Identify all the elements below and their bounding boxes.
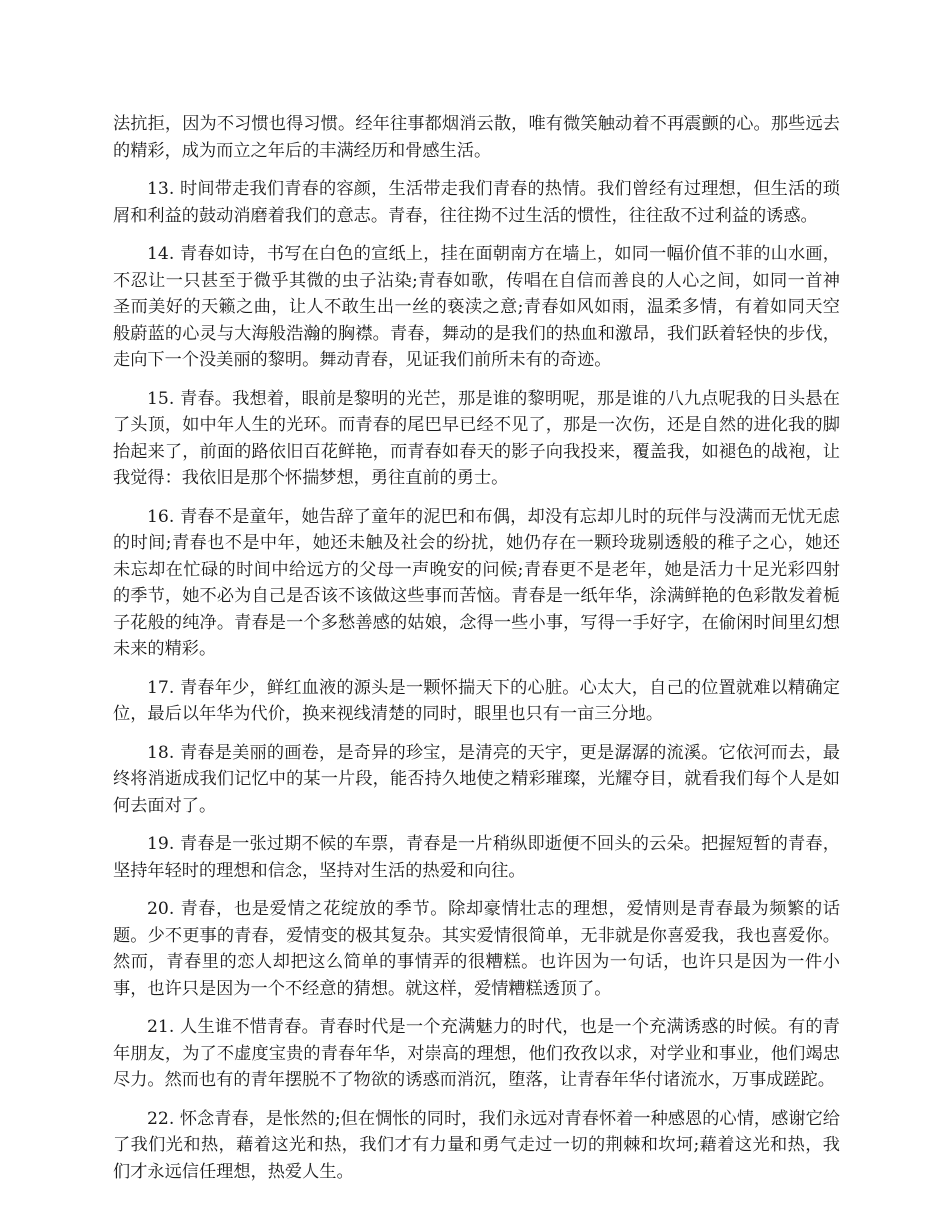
paragraph-continued: 法抗拒，因为不习惯也得习惯。经年往事都烟消云散，唯有微笑触动着不再震颤的心。那些远去的精彩，成为而立之年后的丰满经历和骨感生活。 (113, 114, 840, 161)
paragraph-15: 15. 青春。我想着，眼前是黎明的光芒，那是谁的黎明呢，那是谁的八九点呢我的日头悬在了头顶，如中年人生的光环。而青春的尾巴早已经不见了，那是一次伤，还是自然的进化我的脚抬起来了，前面的路依旧百花鲜艳，而青春如春天的影子向我投来，覆盖我，如褪色的战袍，让我觉得：我依旧是那个怀揣梦想，勇往直前的勇士。 (113, 388, 840, 488)
paragraph-19: 19. 青春是一张过期不候的车票，青春是一片稍纵即逝便不回头的云朵。把握短暂的青春，坚持年轻时的理想和信念，坚持对生活的热爱和向往。 (113, 834, 840, 881)
paragraph-22: 22. 怀念青春，是怅然的;但在惆怅的同时，我们永远对青春怀着一种感恩的心情，感谢它给了我们光和热，藉着这光和热，我们才有力量和勇气走过一切的荆棘和坎坷;藉着这光和热，我们才永远信任理想，热爱人生。 (113, 1108, 840, 1182)
paragraph-16: 16. 青春不是童年，她告辞了童年的泥巴和布偶，却没有忘却儿时的玩伴与没满而无忧无虑的时间;青春也不是中年，她还未触及社会的纷扰，她仍存在一颗玲珑剔透般的稚子之心，她还未忘却在忙碌的时间中给远方的父母一声晚安的问候;青春更不是老年，她是活力十足光彩四射的季节，她不必为自己是否该不该做这些事而苦恼。青春是一纸年华，涂满鲜艳的色彩散发着栀子花般的纯净。青春是一个多愁善感的姑娘，念得一些小事，写得一手好字，在偷闲时间里幻想未来的精彩。 (113, 506, 840, 659)
paragraph-14: 14. 青春如诗，书写在白色的宣纸上，挂在面朝南方在墙上，如同一幅价值不菲的山水画，不忍让一只甚至于微乎其微的虫子沾染;青春如歌，传唱在自信而善良的人心之间，如同一首神圣而美好的天籁之曲，让人不敢生出一丝的亵渎之意;青春如风如雨，温柔多情，有着如同天空般蔚蓝的心灵与大海般浩瀚的胸襟。青春，舞动的是我们的热血和激昂，我们跃着轻快的步伐，走向下一个没美丽的黎明。舞动青春，见证我们前所未有的奇迹。 (113, 244, 840, 370)
paragraph-13: 13. 时间带走我们青春的容颜，生活带走我们青春的热情。我们曾经有过理想，但生活的琐屑和利益的鼓动消磨着我们的意志。青春，往往拗不过生活的惯性，往往敌不过利益的诱惑。 (113, 179, 840, 226)
paragraph-17: 17. 青春年少，鲜红血液的源头是一颗怀揣天下的心脏。心太大，自己的位置就难以精确定位，最后以年华为代价，换来视线清楚的同时，眼里也只有一亩三分地。 (113, 677, 840, 724)
paragraph-21: 21. 人生谁不惜青春。青春时代是一个充满魅力的时代，也是一个充满诱惑的时候。有的青年朋友，为了不虚度宝贵的青春年华，对崇高的理想，他们孜孜以求，对学业和事业，他们竭忠尽力。然而也有的青年摆脱不了物欲的诱惑而消沉，堕落，让青春年华付诸流水，万事成蹉跎。 (113, 1017, 840, 1090)
paragraph-18: 18. 青春是美丽的画卷，是奇异的珍宝，是清亮的天宇，更是潺潺的流溪。它依河而去，最终将消逝成我们记忆中的某一片段，能否持久地使之精彩璀璨，光耀夺目，就看我们每个人是如何去面对了。 (113, 742, 840, 816)
paragraph-20: 20. 青春，也是爱情之花绽放的季节。除却豪情壮志的理想，爱情则是青春最为频繁的话题。少不更事的青春，爱情变的极其复杂。其实爱情很简单，无非就是你喜爱我，我也喜爱你。然而，青春里的恋人却把这么简单的事情弄的很糟糕。也许因为一句话，也许只是因为一件小事，也许只是因为一个不经意的猜想。就这样，爱情糟糕透顶了。 (113, 899, 840, 999)
